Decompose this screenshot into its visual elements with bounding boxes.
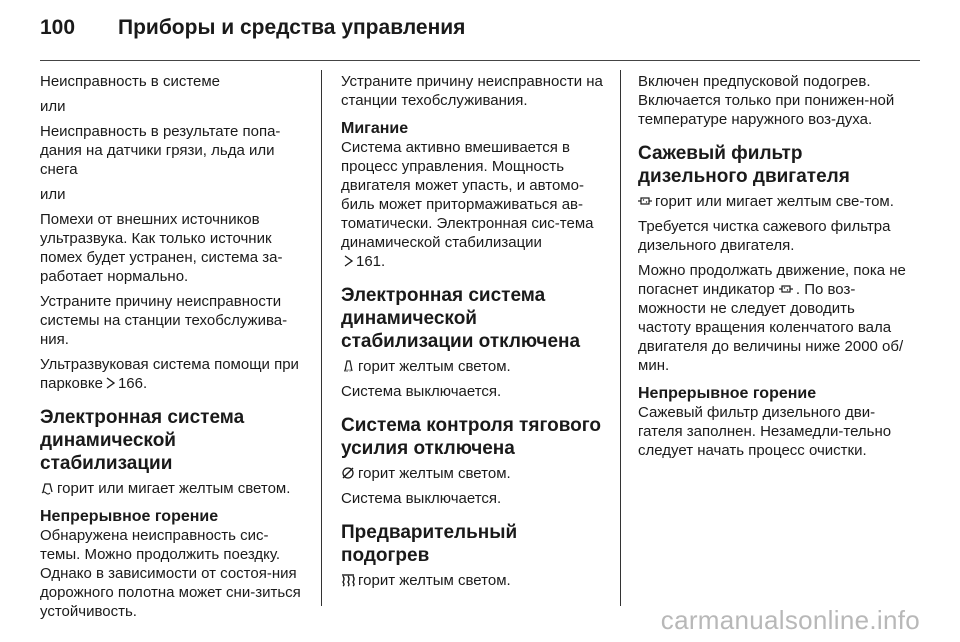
page-reference-icon [344,253,353,265]
page-reference: 161. [356,253,386,270]
paragraph-text: горит или мигает желтым све-том. [655,193,894,210]
paragraph: Требуется чистка сажевого фильтра дизельного двигателя. [638,218,891,254]
paragraph [40,479,308,498]
paragraph: Сажевый фильтр дизельного дви-гателя заполнен. Незамедли-тельно следует начать процесс очистки. [638,404,892,459]
watermark: carmanualsonline.info [660,605,920,635]
paragraph: Устраните причину неисправности на станции техобслуживания. [341,73,603,109]
column-divider-1 [321,70,322,606]
paragraph-text: Ультразвуковая система помощи при парковке [40,356,299,392]
paragraph-text: горит желтым светом. [358,358,511,375]
paragraph: или [40,98,66,115]
diesel-particulate-filter-icon [779,282,793,296]
paragraph: Включен предпусковой подогрев. Включается только при понижен-ной температуре наружного воз-духа. [638,73,895,128]
paragraph [638,261,910,375]
paragraph: Неисправность в системе [40,73,221,90]
column-1 [40,72,308,627]
section-heading: Система контроля тягового усилия отключена [341,415,602,459]
paragraph-text: горит желтым светом. [358,572,511,589]
section-heading: Электронная система динамической стабилизации [40,407,245,474]
paragraph-text: горит желтым светом. [358,465,511,482]
paragraph-text: Система активно вмешивается в процесс управления. Мощность двигателя может упасть, и автомо-биль может притормаживаться ав-томатически. Электронная сис-тема динамической стабилизации [341,139,594,251]
paragraph: Обнаружена неисправность сис-темы. Можно продолжить поездку. Однако в зависимости от состоя-ния дорожного полотна может сни-зиться устойчивость. [40,527,301,620]
section-heading: Электронная система динамической стабилизации отключена [341,285,581,352]
paragraph [341,571,609,590]
section-heading: Предварительный подогрев [341,522,518,566]
column-2 [341,72,609,596]
paragraph [638,192,910,211]
subsection-heading: Непрерывное горение [40,508,219,525]
diesel-particulate-filter-icon [638,194,652,208]
paragraph-text: . По воз-можности не следует доводить частоту вращения коленчатого вала двигателя до величины ниже 2000 об/мин. [638,281,904,374]
page-number: 100 [40,16,76,39]
header-divider [40,60,920,61]
section-heading: Сажевый фильтр дизельного двигателя [638,143,850,187]
subsection-heading: Мигание [341,120,409,137]
paragraph: или [40,186,66,203]
esp-warning-icon [40,481,54,495]
paragraph [341,138,609,271]
paragraph [341,464,609,483]
svg-text:OFF: OFF [344,368,352,373]
paragraph: Система выключается. [341,490,502,507]
page-reference-icon [106,375,115,387]
glow-plug-icon [341,573,355,587]
traction-control-off-icon [341,466,355,480]
paragraph: Помехи от внешних источников ультразвука. Как только источник помех будет устранен, система за-работает нормально. [40,211,283,285]
paragraph-text: горит или мигает желтым светом. [57,480,291,497]
esp-off-icon [341,359,355,373]
paragraph-text: Можно продолжать движение, пока не погаснет индикатор [638,262,906,298]
paragraph: Система выключается. [341,383,502,400]
paragraph: Устраните причину неисправности системы на станции техобслужива-ния. [40,293,288,348]
paragraph [341,357,609,376]
page-header [40,10,465,46]
paragraph: Неисправность в результате попа-дания на датчики грязи, льда или снега [40,123,281,178]
column-divider-2 [620,70,621,606]
page-title: Приборы и средства управления [118,16,466,39]
subsection-heading: Непрерывное горение [638,385,817,402]
page-reference: 166. [117,375,148,392]
paragraph [40,355,308,393]
column-3 [638,72,910,466]
